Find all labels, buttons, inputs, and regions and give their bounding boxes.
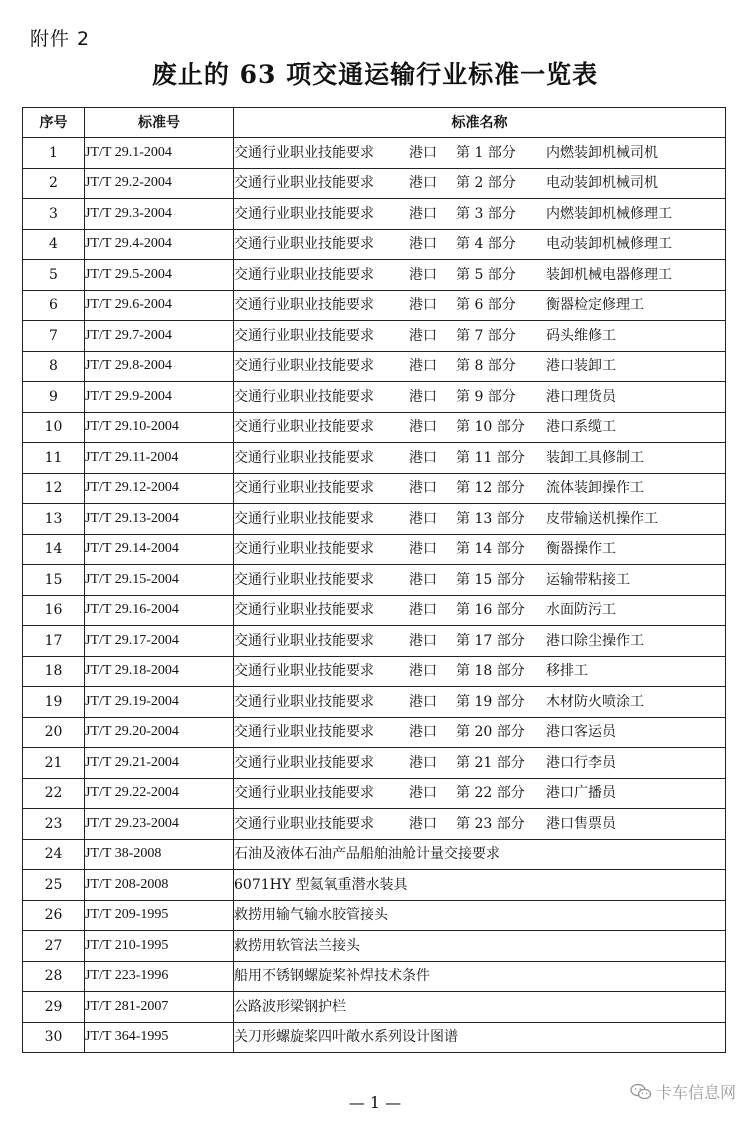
standard-name-part: 交通行业职业技能要求 xyxy=(234,358,374,375)
standard-name-part: 港口 xyxy=(409,693,437,710)
standard-name-part: 第 6 部分 xyxy=(456,297,516,314)
standard-name-part: 交通行业职业技能要求 xyxy=(234,785,374,802)
standard-name-part: 交通行业职业技能要求 xyxy=(234,388,374,405)
standard-name xyxy=(234,992,726,1023)
standard-name-part: 港口 xyxy=(409,815,437,832)
standard-name-part: 港口 xyxy=(409,419,437,436)
table-row xyxy=(23,168,726,199)
standard-name xyxy=(234,504,726,535)
table-row xyxy=(23,260,726,291)
standard-code: JT/T 29.1-2004 xyxy=(85,138,234,169)
standards-table xyxy=(22,107,726,1053)
standard-name-part: 港口 xyxy=(409,266,437,283)
standard-name xyxy=(234,626,726,657)
standard-code: JT/T 210-1995 xyxy=(85,931,234,962)
standard-code: JT/T 29.15-2004 xyxy=(85,565,234,596)
table-row xyxy=(23,778,726,809)
table-row xyxy=(23,199,726,230)
standard-code: JT/T 29.20-2004 xyxy=(85,717,234,748)
standard-name-part: 第 17 部分 xyxy=(456,632,525,649)
standard-name xyxy=(234,565,726,596)
row-number: 19 xyxy=(23,687,85,718)
table-row xyxy=(23,839,726,870)
standard-name-part: 第 11 部分 xyxy=(456,449,525,466)
row-number: 25 xyxy=(23,870,85,901)
table-row xyxy=(23,809,726,840)
standard-name-part: 港口 xyxy=(409,358,437,375)
standard-name-part: 交通行业职业技能要求 xyxy=(234,266,374,283)
standard-name-part: 港口装卸工 xyxy=(546,358,616,375)
table-row xyxy=(23,565,726,596)
header-name: 标准名称 xyxy=(234,108,726,138)
standard-name-part: 石油及液体石油产品船舶油舱计量交接要求 xyxy=(234,846,500,863)
standard-name xyxy=(234,900,726,931)
standard-name-part: 电动装卸机械修理工 xyxy=(546,236,672,253)
standard-name-part: 木材防火喷涂工 xyxy=(546,693,644,710)
standard-code: JT/T 29.22-2004 xyxy=(85,778,234,809)
standard-name-part: 港口广播员 xyxy=(546,785,616,802)
standard-name-part: 内燃装卸机械修理工 xyxy=(546,205,672,222)
watermark-text: 卡车信息网 xyxy=(655,1083,736,1102)
standard-name-part: 第 5 部分 xyxy=(456,266,516,283)
standard-code: JT/T 29.5-2004 xyxy=(85,260,234,291)
standard-name xyxy=(234,595,726,626)
standard-name-part: 第 2 部分 xyxy=(456,175,516,192)
standard-name-part: 交通行业职业技能要求 xyxy=(234,327,374,344)
row-number: 14 xyxy=(23,534,85,565)
row-number: 4 xyxy=(23,229,85,260)
standard-name-part: 交通行业职业技能要求 xyxy=(234,205,374,222)
wechat-icon xyxy=(630,1083,652,1101)
table-row xyxy=(23,443,726,474)
table-row xyxy=(23,138,726,169)
standard-name xyxy=(234,199,726,230)
standard-name-part: 港口售票员 xyxy=(546,815,616,832)
table-header-row xyxy=(23,108,726,138)
standard-name-part: 交通行业职业技能要求 xyxy=(234,175,374,192)
standard-name-part: 交通行业职业技能要求 xyxy=(234,510,374,527)
standard-name-part: 港口 xyxy=(409,388,437,405)
table-row xyxy=(23,534,726,565)
standard-name-part: 第 23 部分 xyxy=(456,815,525,832)
standard-name-part: 港口 xyxy=(409,144,437,161)
row-number: 13 xyxy=(23,504,85,535)
standard-name-part: 港口除尘操作工 xyxy=(546,632,644,649)
row-number: 21 xyxy=(23,748,85,779)
standard-code: JT/T 29.23-2004 xyxy=(85,809,234,840)
standard-name-part: 交通行业职业技能要求 xyxy=(234,297,374,314)
standard-name-part: 港口 xyxy=(409,632,437,649)
row-number: 18 xyxy=(23,656,85,687)
standard-name-part: 第 14 部分 xyxy=(456,541,525,558)
standard-name-part: 装卸机械电器修理工 xyxy=(546,266,672,283)
standard-name-part: 第 22 部分 xyxy=(456,785,525,802)
standard-name-part: 交通行业职业技能要求 xyxy=(234,144,374,161)
row-number: 27 xyxy=(23,931,85,962)
standard-name-part: 码头维修工 xyxy=(546,327,616,344)
standard-code: JT/T 208-2008 xyxy=(85,870,234,901)
standard-name-part: 水面防污工 xyxy=(546,602,616,619)
standard-name-part: 港口 xyxy=(409,754,437,771)
standard-name-part: 皮带输送机操作工 xyxy=(546,510,658,527)
header-code: 标准号 xyxy=(85,108,234,138)
standard-name-part: 第 20 部分 xyxy=(456,724,525,741)
table-row xyxy=(23,961,726,992)
standard-name-part: 交通行业职业技能要求 xyxy=(234,754,374,771)
row-number: 11 xyxy=(23,443,85,474)
table-row xyxy=(23,595,726,626)
standard-name-part: 救捞用输气输水胶管接头 xyxy=(234,907,388,924)
standard-code: JT/T 29.2-2004 xyxy=(85,168,234,199)
standard-code: JT/T 29.17-2004 xyxy=(85,626,234,657)
standard-name-part: 第 15 部分 xyxy=(456,571,525,588)
row-number: 6 xyxy=(23,290,85,321)
standard-name-part: 港口系缆工 xyxy=(546,419,616,436)
attachment-label: 附件 2 xyxy=(30,28,91,50)
standard-code: JT/T 29.4-2004 xyxy=(85,229,234,260)
standard-code: JT/T 29.19-2004 xyxy=(85,687,234,718)
row-number: 12 xyxy=(23,473,85,504)
standard-code: JT/T 29.12-2004 xyxy=(85,473,234,504)
standard-name-part: 交通行业职业技能要求 xyxy=(234,602,374,619)
standard-name xyxy=(234,1022,726,1053)
standard-name-part: 第 12 部分 xyxy=(456,480,525,497)
standard-name-part: 关刀形螺旋桨四叶敞水系列设计图谱 xyxy=(234,1029,458,1046)
row-number: 24 xyxy=(23,839,85,870)
standard-name-part: 交通行业职业技能要求 xyxy=(234,236,374,253)
standard-name-part: 港口 xyxy=(409,510,437,527)
standard-code: JT/T 29.21-2004 xyxy=(85,748,234,779)
row-number: 15 xyxy=(23,565,85,596)
table-row xyxy=(23,382,726,413)
standard-name xyxy=(234,138,726,169)
standard-name-part: 交通行业职业技能要求 xyxy=(234,693,374,710)
standard-name xyxy=(234,260,726,291)
table-row xyxy=(23,290,726,321)
page-number: — 1 — xyxy=(348,1093,402,1112)
standard-name xyxy=(234,748,726,779)
standard-name-part: 救捞用软管法兰接头 xyxy=(234,937,360,954)
row-number: 17 xyxy=(23,626,85,657)
row-number: 2 xyxy=(23,168,85,199)
standard-name-part: 交通行业职业技能要求 xyxy=(234,419,374,436)
standard-code: JT/T 29.3-2004 xyxy=(85,199,234,230)
standard-name-part: 港口 xyxy=(409,297,437,314)
standard-name-part: 交通行业职业技能要求 xyxy=(234,571,374,588)
table-row xyxy=(23,473,726,504)
table-row xyxy=(23,321,726,352)
standard-name xyxy=(234,656,726,687)
row-number: 16 xyxy=(23,595,85,626)
standard-name xyxy=(234,534,726,565)
row-number: 7 xyxy=(23,321,85,352)
standard-name-part: 船用不锈钢螺旋桨补焊技术条件 xyxy=(234,968,430,985)
standard-code: JT/T 281-2007 xyxy=(85,992,234,1023)
standard-code: JT/T 29.14-2004 xyxy=(85,534,234,565)
standard-name xyxy=(234,687,726,718)
row-number: 20 xyxy=(23,717,85,748)
standard-name xyxy=(234,717,726,748)
standard-name-part: 交通行业职业技能要求 xyxy=(234,449,374,466)
standard-name-part: 第 10 部分 xyxy=(456,419,525,436)
standard-name-part: 移排工 xyxy=(546,663,588,680)
standard-code: JT/T 29.18-2004 xyxy=(85,656,234,687)
standard-name-part: 交通行业职业技能要求 xyxy=(234,632,374,649)
standard-name-part: 第 18 部分 xyxy=(456,663,525,680)
row-number: 30 xyxy=(23,1022,85,1053)
standard-name-part: 6071HY 型氦氧重潜水装具 xyxy=(234,876,408,893)
table-row xyxy=(23,931,726,962)
standard-name-part: 衡器检定修理工 xyxy=(546,297,644,314)
row-number: 5 xyxy=(23,260,85,291)
standard-name-part: 第 21 部分 xyxy=(456,754,525,771)
table-row xyxy=(23,870,726,901)
standard-name-part: 港口 xyxy=(409,327,437,344)
standard-name-part: 港口行李员 xyxy=(546,754,616,771)
standard-name xyxy=(234,961,726,992)
standard-name xyxy=(234,473,726,504)
standard-code: JT/T 38-2008 xyxy=(85,839,234,870)
standard-code: JT/T 29.7-2004 xyxy=(85,321,234,352)
table-row xyxy=(23,504,726,535)
standard-name xyxy=(234,870,726,901)
standard-name xyxy=(234,229,726,260)
standard-name-part: 运输带粘接工 xyxy=(546,571,630,588)
standard-code: JT/T 29.10-2004 xyxy=(85,412,234,443)
standard-name-part: 交通行业职业技能要求 xyxy=(234,541,374,558)
standard-name-part: 第 19 部分 xyxy=(456,693,525,710)
standard-name-part: 第 16 部分 xyxy=(456,602,525,619)
standard-name-part: 第 3 部分 xyxy=(456,205,516,222)
table-row xyxy=(23,992,726,1023)
standard-name xyxy=(234,290,726,321)
standard-code: JT/T 29.8-2004 xyxy=(85,351,234,382)
table-row xyxy=(23,351,726,382)
table-row xyxy=(23,626,726,657)
table-row xyxy=(23,900,726,931)
standard-name xyxy=(234,351,726,382)
row-number: 9 xyxy=(23,382,85,413)
standard-name xyxy=(234,168,726,199)
row-number: 1 xyxy=(23,138,85,169)
row-number: 22 xyxy=(23,778,85,809)
standard-name-part: 港口 xyxy=(409,602,437,619)
row-number: 10 xyxy=(23,412,85,443)
standard-name-part: 交通行业职业技能要求 xyxy=(234,663,374,680)
standard-name-part: 装卸工具修制工 xyxy=(546,449,644,466)
table-row xyxy=(23,687,726,718)
page-title: 废止的 63 项交通运输行业标准一览表 xyxy=(151,60,599,89)
standard-name-part: 第 1 部分 xyxy=(456,144,516,161)
table-row xyxy=(23,229,726,260)
standard-name-part: 第 7 部分 xyxy=(456,327,516,344)
standard-name-part: 港口 xyxy=(409,541,437,558)
table-body xyxy=(23,138,726,1053)
standard-name xyxy=(234,931,726,962)
standard-name-part: 第 4 部分 xyxy=(456,236,516,253)
table-row xyxy=(23,748,726,779)
standard-name xyxy=(234,778,726,809)
standard-name xyxy=(234,443,726,474)
table-row xyxy=(23,1022,726,1053)
standard-name-part: 交通行业职业技能要求 xyxy=(234,724,374,741)
standard-code: JT/T 209-1995 xyxy=(85,900,234,931)
standard-code: JT/T 29.6-2004 xyxy=(85,290,234,321)
standard-name-part: 港口 xyxy=(409,785,437,802)
standard-code: JT/T 29.11-2004 xyxy=(85,443,234,474)
row-number: 23 xyxy=(23,809,85,840)
standard-name xyxy=(234,809,726,840)
standard-code: JT/T 364-1995 xyxy=(85,1022,234,1053)
standard-code: JT/T 29.16-2004 xyxy=(85,595,234,626)
table-row xyxy=(23,412,726,443)
standard-name-part: 港口 xyxy=(409,236,437,253)
standard-name-part: 港口 xyxy=(409,571,437,588)
standard-name-part: 港口 xyxy=(409,663,437,680)
standard-name-part: 公路波形梁钢护栏 xyxy=(234,998,346,1015)
standard-name-part: 第 13 部分 xyxy=(456,510,525,527)
standard-name-part: 衡器操作工 xyxy=(546,541,616,558)
standard-name-part: 交通行业职业技能要求 xyxy=(234,480,374,497)
standard-name-part: 流体装卸操作工 xyxy=(546,480,644,497)
row-number: 8 xyxy=(23,351,85,382)
standard-name-part: 交通行业职业技能要求 xyxy=(234,815,374,832)
row-number: 28 xyxy=(23,961,85,992)
standard-name-part: 港口理货员 xyxy=(546,388,616,405)
row-number: 29 xyxy=(23,992,85,1023)
standard-name xyxy=(234,321,726,352)
table-row xyxy=(23,717,726,748)
standard-name xyxy=(234,839,726,870)
standard-name-part: 电动装卸机械司机 xyxy=(546,175,658,192)
standard-name-part: 第 9 部分 xyxy=(456,388,516,405)
standard-name xyxy=(234,382,726,413)
row-number: 3 xyxy=(23,199,85,230)
standard-name-part: 港口 xyxy=(409,205,437,222)
header-no: 序号 xyxy=(23,108,85,138)
standard-code: JT/T 223-1996 xyxy=(85,961,234,992)
watermark xyxy=(630,1080,736,1103)
standard-name-part: 港口 xyxy=(409,449,437,466)
row-number: 26 xyxy=(23,900,85,931)
standard-name xyxy=(234,412,726,443)
standard-name-part: 港口 xyxy=(409,175,437,192)
standard-name-part: 港口 xyxy=(409,480,437,497)
standard-code: JT/T 29.13-2004 xyxy=(85,504,234,535)
standard-name-part: 第 8 部分 xyxy=(456,358,516,375)
standard-name-part: 港口客运员 xyxy=(546,724,616,741)
standard-code: JT/T 29.9-2004 xyxy=(85,382,234,413)
standard-name-part: 内燃装卸机械司机 xyxy=(546,144,658,161)
standard-name-part: 港口 xyxy=(409,724,437,741)
table-row xyxy=(23,656,726,687)
